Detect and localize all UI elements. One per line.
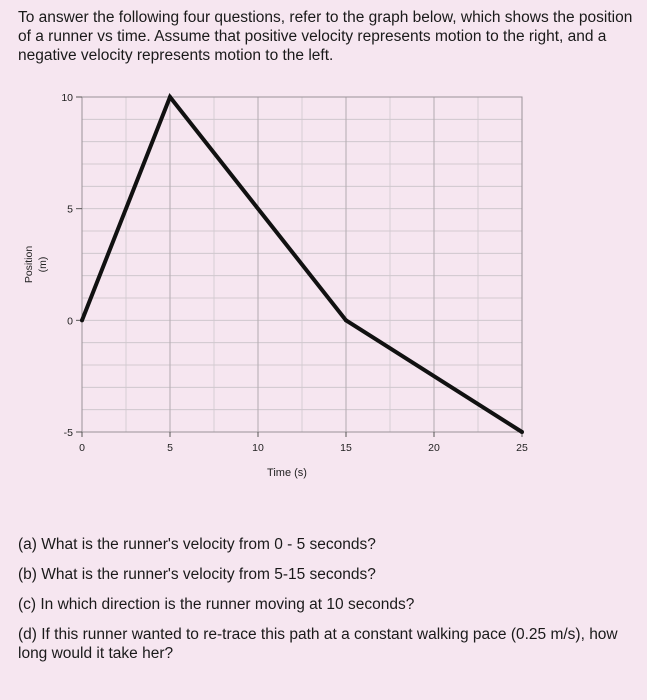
x-tick-label: 20 [428, 442, 440, 454]
question-a: (a) What is the runner's velocity from 0 - 5 seconds? [18, 536, 376, 553]
question-d: (d) If this runner wanted to re-trace this path at a constant walking pace (0.25 m/s), how long would it take her? [18, 626, 618, 662]
data-point [168, 95, 172, 99]
y-tick-label: 10 [61, 92, 73, 104]
x-tick-label: 5 [167, 442, 173, 454]
x-tick-label: 0 [79, 442, 85, 454]
intro-text: To answer the following four questions, refer to the graph below, which shows the position of a runner vs time. Assume that positive velocity represents motion to the right, and a negative velocity represents motion to the left. [18, 9, 633, 64]
x-axis-label: Time (s) [267, 467, 307, 479]
question-b: (b) What is the runner's velocity from 5-15 seconds? [18, 566, 376, 583]
data-point [344, 318, 348, 322]
data-point [80, 318, 84, 322]
data-point [520, 430, 524, 434]
y-tick-label: 0 [67, 315, 73, 328]
x-tick-label: 25 [516, 442, 528, 454]
question-c: (c) In which direction is the runner moving at 10 seconds? [18, 596, 415, 613]
y-axis-label-line2: (m) [37, 256, 49, 273]
x-tick-label: 15 [340, 442, 352, 454]
x-tick-label: 10 [252, 442, 264, 454]
chart-ticks [61, 92, 528, 454]
position-time-chart [0, 80, 560, 500]
questions-list [18, 535, 643, 674]
y-axis-label-line1: Position [23, 245, 35, 284]
y-tick-label: -5 [63, 427, 73, 439]
y-tick-label: 5 [67, 203, 73, 216]
y-axis-label-group [23, 246, 49, 284]
